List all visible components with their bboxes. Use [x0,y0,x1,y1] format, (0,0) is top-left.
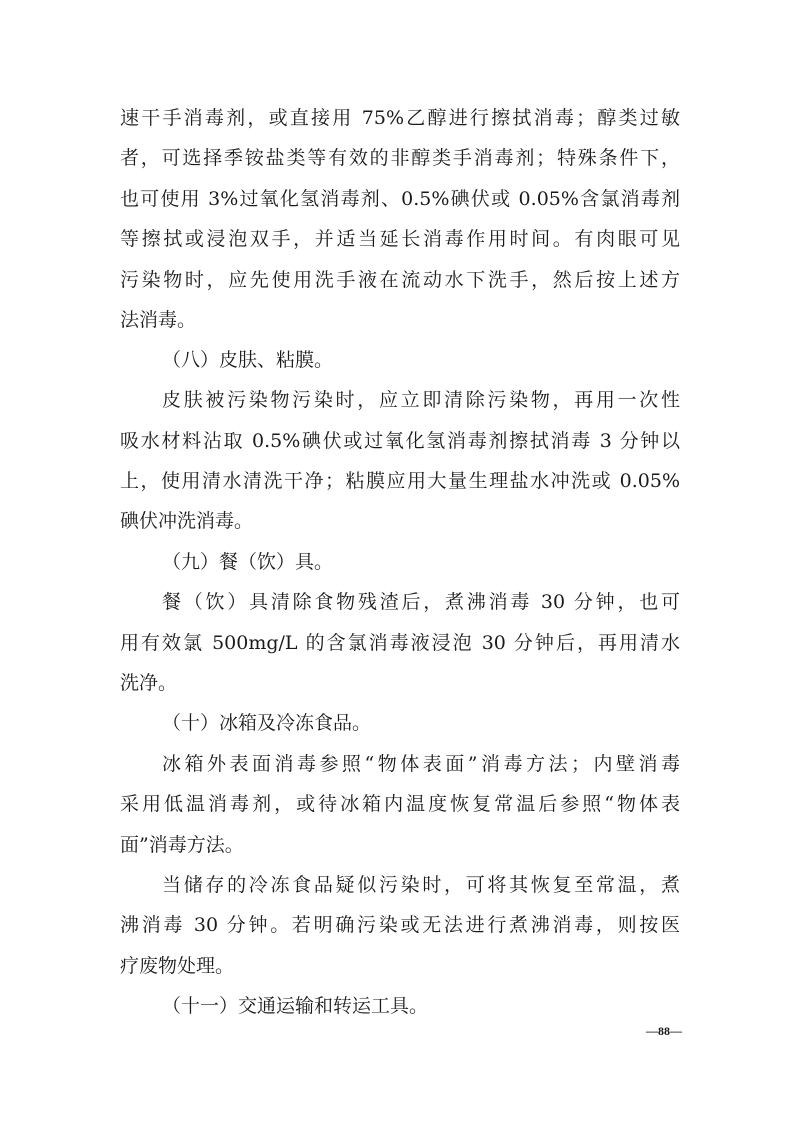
page-number: —88— [646,1024,682,1038]
text-line: 沸消毒 30 分钟。若明确污染或无法进行煮沸消毒，则按医 [120,914,680,936]
text-line: 速干手消毒剂，或直接用 75%乙醇进行擦拭消毒；醇类过敏 [120,107,680,129]
text-line: 碘伏冲洗消毒。 [120,510,254,532]
section-heading: （九）餐（饮）具。 [162,551,334,573]
text-line: 上，使用清水清洗干净；粘膜应用大量生理盐水冲洗或 0.05% [120,470,680,492]
paragraph-first-line: 冰箱外表面消毒参照“物体表面”消毒方法；内壁消毒 [162,753,680,775]
text-line: 等擦拭或浸泡双手，并适当延长消毒作用时间。有肉眼可见 [120,228,680,250]
section-heading: （十一）交通运输和转运工具。 [162,995,429,1017]
text-line: 洗净。 [120,672,178,694]
paragraph-first-line: 当储存的冷冻食品疑似污染时，可将其恢复至常温，煮 [162,874,680,896]
text-line: 面”消毒方法。 [120,834,244,856]
section-heading: （八）皮肤、粘膜。 [162,349,334,371]
text-line: 污染物时，应先使用洗手液在流动水下洗手，然后按上述方 [120,269,680,291]
text-line: 采用低温消毒剂，或待冰箱内温度恢复常温后参照“物体表 [120,793,680,815]
text-line: 也可使用 3%过氧化氢消毒剂、0.5%碘伏或 0.05%含氯消毒剂 [120,188,680,210]
paragraph-first-line: 皮肤被污染物污染时，应立即清除污染物，再用一次性 [162,389,680,411]
text-line: 用有效氯 500mg/L 的含氯消毒液浸泡 30 分钟后，再用清水 [120,632,680,654]
section-heading: （十）冰箱及冷冻食品。 [162,712,372,734]
paragraph-first-line: 餐（饮）具清除食物残渣后，煮沸消毒 30 分钟，也可 [162,591,680,613]
text-line: 吸水材料沾取 0.5%碘伏或过氧化氢消毒剂擦拭消毒 3 分钟以 [120,430,680,452]
text-line: 者，可选择季铵盐类等有效的非醇类手消毒剂；特殊条件下， [120,147,680,169]
text-line: 法消毒。 [120,309,197,331]
text-line: 疗废物处理。 [120,955,235,977]
